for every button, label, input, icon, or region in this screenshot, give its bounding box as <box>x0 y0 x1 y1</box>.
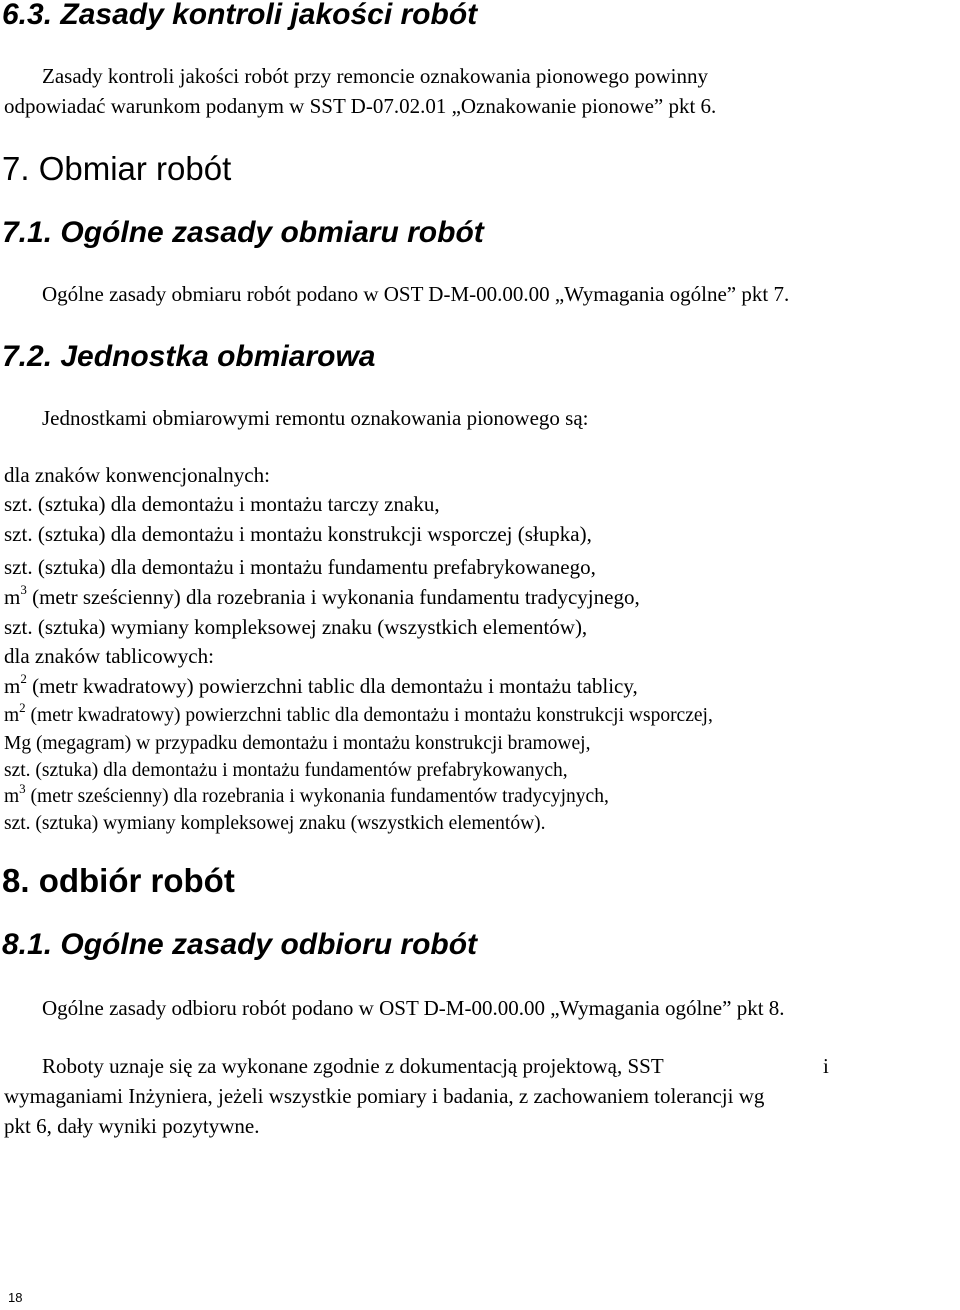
unit-line: szt. (sztuka) dla demontażu i montażu konstrukcji wsporczej (słupka), <box>4 522 592 546</box>
group-board-signs: dla znaków tablicowych: <box>4 644 214 668</box>
section-8-1-line-1: Ogólne zasady odbioru robót podano w OST D-M-00.00.00 „Wymagania ogólne” pkt 8. <box>42 996 785 1020</box>
group-conventional-signs: dla znaków konwencjonalnych: <box>4 463 270 487</box>
unit-line: szt. (sztuka) wymiany kompleksowej znaku (wszystkich elementów), <box>4 615 588 639</box>
section-6-3-heading: 6.3. Zasady kontroli jakości robót <box>2 0 478 31</box>
section-8-1-heading: 8.1. Ogólne zasady odbioru robót <box>2 928 478 961</box>
unit-exponent: 3 <box>19 780 26 796</box>
unit-line: szt. (sztuka) wymiany kompleksowej znaku (wszystkich elementów). <box>4 813 546 834</box>
unit-symbol: m <box>4 786 20 807</box>
unit-exponent: 3 <box>20 582 27 597</box>
unit-description: (metr kwadratowy) powierzchni tablic dla demontażu i montażu konstrukcji wsporczej, <box>25 705 713 726</box>
unit-symbol: m <box>4 585 21 609</box>
section-6-3-line-2: odpowiadać warunkom podanym w SST D-07.02.01 „Oznakowanie pionowe” pkt 6. <box>4 94 717 118</box>
unit-line <box>4 699 713 728</box>
section-8-1-para-2-line-3: pkt 6, dały wyniki pozytywne. <box>4 1114 260 1138</box>
unit-line <box>4 582 640 609</box>
unit-exponent: 2 <box>19 699 26 715</box>
section-7-1-heading: 7.1. Ogólne zasady obmiaru robót <box>2 216 484 249</box>
unit-symbol: m <box>4 705 20 726</box>
unit-line <box>4 671 638 698</box>
section-8-1-para-2-line-1: Roboty uznaje się za wykonane zgodnie z dokumentacją projektową, SST <box>42 1054 664 1078</box>
section-8-1-para-2-line-2: wymaganiami Inżyniera, jeżeli wszystkie pomiary i badania, z zachowaniem tolerancji wg <box>4 1084 765 1108</box>
section-7-1-line-1: Ogólne zasady obmiaru robót podano w OST D-M-00.00.00 „Wymagania ogólne” pkt 7. <box>42 282 790 306</box>
unit-description: (metr kwadratowy) powierzchni tablic dla demontażu i montażu tablicy, <box>26 674 638 698</box>
unit-symbol: m <box>4 674 21 698</box>
unit-intro: Jednostkami obmiarowymi remontu oznakowania pionowego są: <box>42 406 589 430</box>
unit-line <box>4 780 609 809</box>
section-6-3-line-1: Zasady kontroli jakości robót przy remoncie oznakowania pionowego powinny <box>42 64 708 88</box>
unit-description: (metr sześcienny) dla rozebrania i wykonania fundamentów tradycyjnych, <box>25 786 609 807</box>
unit-line: szt. (sztuka) dla demontażu i montażu tarczy znaku, <box>4 492 440 516</box>
unit-line: szt. (sztuka) dla demontażu i montażu fundamentu prefabrykowanego, <box>4 555 596 579</box>
unit-exponent: 2 <box>20 671 27 686</box>
section-8-1-para-2-line-1-tail: i <box>823 1054 829 1078</box>
unit-line: szt. (sztuka) dla demontażu i montażu fundamentów prefabrykowanych, <box>4 760 568 781</box>
unit-description: (metr sześcienny) dla rozebrania i wykonania fundamentu tradycyjnego, <box>26 585 640 609</box>
page-number: 18 <box>8 1290 23 1305</box>
unit-line: Mg (megagram) w przypadku demontażu i montażu konstrukcji bramowej, <box>4 733 591 754</box>
section-7-2-heading: 7.2. Jednostka obmiarowa <box>2 340 376 373</box>
section-7-heading: 7. Obmiar robót <box>2 150 232 187</box>
section-8-heading: 8. odbiór robót <box>2 862 235 899</box>
